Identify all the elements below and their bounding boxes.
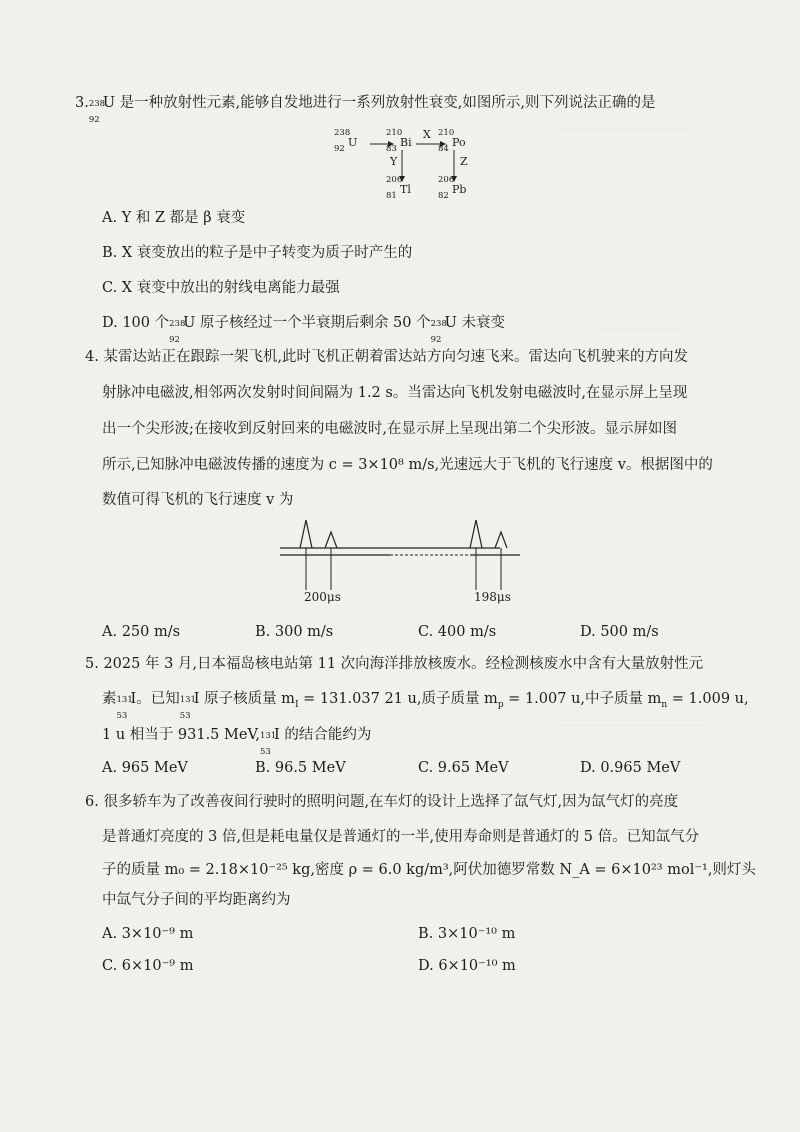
q6-stem-line: 是普通灯亮度的 3 倍,但是耗电量仅是普通灯的一半,使用寿命则是普通灯的 5 倍。已知氙气分 (102, 829, 700, 845)
nuclide-po210: 210 84 Po (438, 128, 466, 154)
q5-option-c[interactable]: C. 9.65 MeV (418, 760, 509, 776)
q5-stem-line: 素 131 53 I。已知 131 53 I 原子核质量 $m_I = 131.037$ 21 u,质子质量 $m_p = 1.007$ u,中子质量 $m_n = 1.009$ u, (102, 691, 749, 721)
decay-label-z: Z (460, 155, 468, 168)
q4-stem-line: 所示,已知脉冲电磁波传播的速度为 c = 3×10⁸ m/s,光速远大于飞机的飞行速度 v。根据图中的 (102, 457, 713, 473)
interval-label-right: 198μs (474, 590, 511, 604)
q3-option-b[interactable]: B. X 衰变放出的粒子是中子转变为质子时产生的 (102, 245, 413, 261)
q5-stem-line: 1 u 相当于 931.5 MeV, 131 53 I 的结合能约为 (102, 727, 372, 757)
q4-stem-line: 射脉冲电磁波,相邻两次发射时间间隔为 1.2 s。当雷达向飞机发射电磁波时,在显示屏上呈现 (102, 385, 688, 401)
nuclide-pb206: 206 82 Pb (438, 175, 467, 201)
q5-option-b[interactable]: B. 96.5 MeV (255, 760, 346, 776)
q4-option-d[interactable]: D. 500 m/s (580, 624, 659, 640)
radar-screen-figure (270, 510, 550, 610)
q3-option-a[interactable]: A. Y 和 Z 都是 β 衰变 (102, 210, 246, 226)
decay-chain-diagram (330, 128, 500, 201)
q4-stem-line: 数值可得飞机的飞行速度 v 为 (102, 492, 294, 508)
bleed-through-text: ………………… (600, 320, 684, 334)
decay-label-x: X (423, 128, 431, 141)
nuclide-tl206: 206 81 Tl (386, 175, 411, 201)
q5-stem-line: 5. 2025 年 3 月,日本福岛核电站第 11 次向海洋排放核废水。经检测核废水中含有大量放射性元 (85, 656, 704, 672)
nuclide-u238: 238 92 U (334, 128, 358, 154)
q3-stem: 3. 238 92 U 是一种放射性元素,能够自发地进行一系列放射性衰变,如图所示,则下列说法正确的是 (75, 95, 656, 125)
interval-label-left: 200μs (304, 590, 341, 604)
q6-option-c[interactable]: C. 6×10⁻⁹ m (102, 958, 194, 974)
q5-option-d[interactable]: D. 0.965 MeV (580, 760, 681, 776)
q4-option-c[interactable]: C. 400 m/s (418, 624, 497, 640)
bleed-through-text: …………………………… (560, 120, 692, 134)
q6-option-d[interactable]: D. 6×10⁻¹⁰ m (418, 958, 516, 974)
q3-option-d[interactable]: D. 100 个 238 92 U 原子核经过一个半衰期后剩余 50 个 238 92 U 未衰变 (102, 315, 505, 345)
q4-stem-line: 出一个尖形波;在接收到反射回来的电磁波时,在显示屏上呈现出第二个尖形波。显示屏如图 (102, 421, 677, 437)
q6-option-b[interactable]: B. 3×10⁻¹⁰ m (418, 926, 516, 942)
q6-stem-line: 中氙气分子间的平均距离约为 (102, 892, 291, 908)
q3-option-c[interactable]: C. X 衰变中放出的射线电离能力最强 (102, 280, 340, 296)
q4-stem-line: 4. 某雷达站正在跟踪一架飞机,此时飞机正朝着雷达站方向匀速飞来。雷达向飞机驶来的方向发 (85, 349, 689, 365)
bleed-through-text: ……………………………… (560, 715, 704, 729)
q6-stem-line: 子的质量 m₀ = 2.18×10⁻²⁵ kg,密度 ρ = 6.0 kg/m³,阿伏加德罗常数 N_A = 6×10²³ mol⁻¹,则灯头 (102, 862, 756, 878)
q4-option-b[interactable]: B. 300 m/s (255, 624, 334, 640)
q4-option-a[interactable]: A. 250 m/s (102, 624, 181, 640)
q5-option-a[interactable]: A. 965 MeV (102, 760, 188, 776)
nuclide-bi210: 210 83 Bi (386, 128, 412, 154)
decay-label-y: Y (390, 155, 398, 168)
q6-stem-line: 6. 很多轿车为了改善夜间行驶时的照明问题,在车灯的设计上选择了氙气灯,因为氙气灯的亮度 (85, 794, 679, 810)
q6-option-a[interactable]: A. 3×10⁻⁹ m (102, 926, 194, 942)
